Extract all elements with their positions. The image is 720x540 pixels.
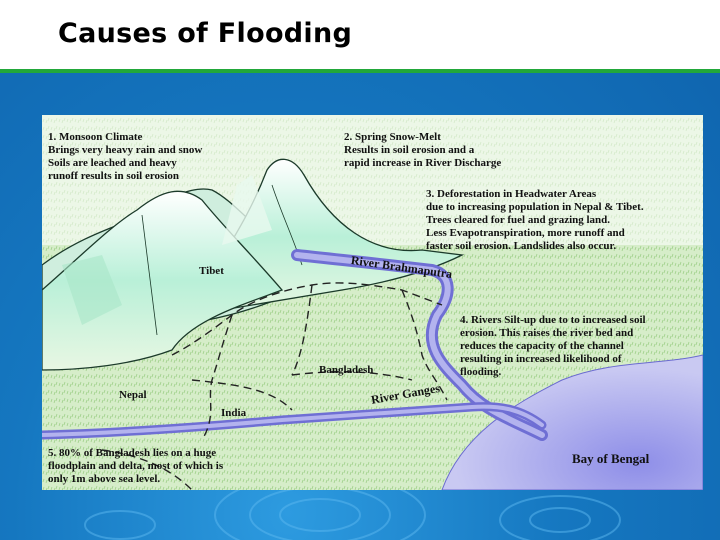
caption-deforestation: 3. Deforestation in Headwater Areas due to increasing population in Nepal & Tibet. Trees cleared for fuel and grazing land. Less Evapotranspiration, more runoff and faster soil erosion. Landslides also occur.	[426, 188, 644, 252]
caption-spring-snow-melt: 2. Spring Snow-Melt Results in soil erosion and a rapid increase in River Discharge	[344, 131, 502, 169]
label-india: India	[221, 407, 247, 419]
slide-title: Causes of Flooding	[58, 18, 353, 49]
caption-monsoon-climate: 1. Monsoon Climate Brings very heavy rain and snow Soils are leached and heavy runoff results in soil erosion	[48, 131, 203, 182]
caption-floodplain-delta: 5. 80% of Bangladesh lies on a huge floodplain and delta, most of which is only 1m above sea level.	[48, 447, 224, 485]
label-bay-of-bengal: Bay of Bengal	[572, 451, 650, 466]
title-underline	[0, 69, 720, 73]
label-tibet: Tibet	[199, 265, 224, 277]
label-nepal: Nepal	[119, 389, 147, 401]
caption-rivers-silt-up: 4. Rivers Silt-up due to to increased soil erosion. This raises the river bed and reduces the capacity of the channel resulting in increased likelihood of flooding.	[460, 314, 646, 378]
label-bangladesh: Bangladesh	[319, 364, 374, 376]
label-river-brahmaputra: River Brahmaputra	[350, 253, 454, 282]
flooding-diagram	[42, 115, 703, 490]
label-river-ganges: River Ganges	[370, 380, 441, 407]
